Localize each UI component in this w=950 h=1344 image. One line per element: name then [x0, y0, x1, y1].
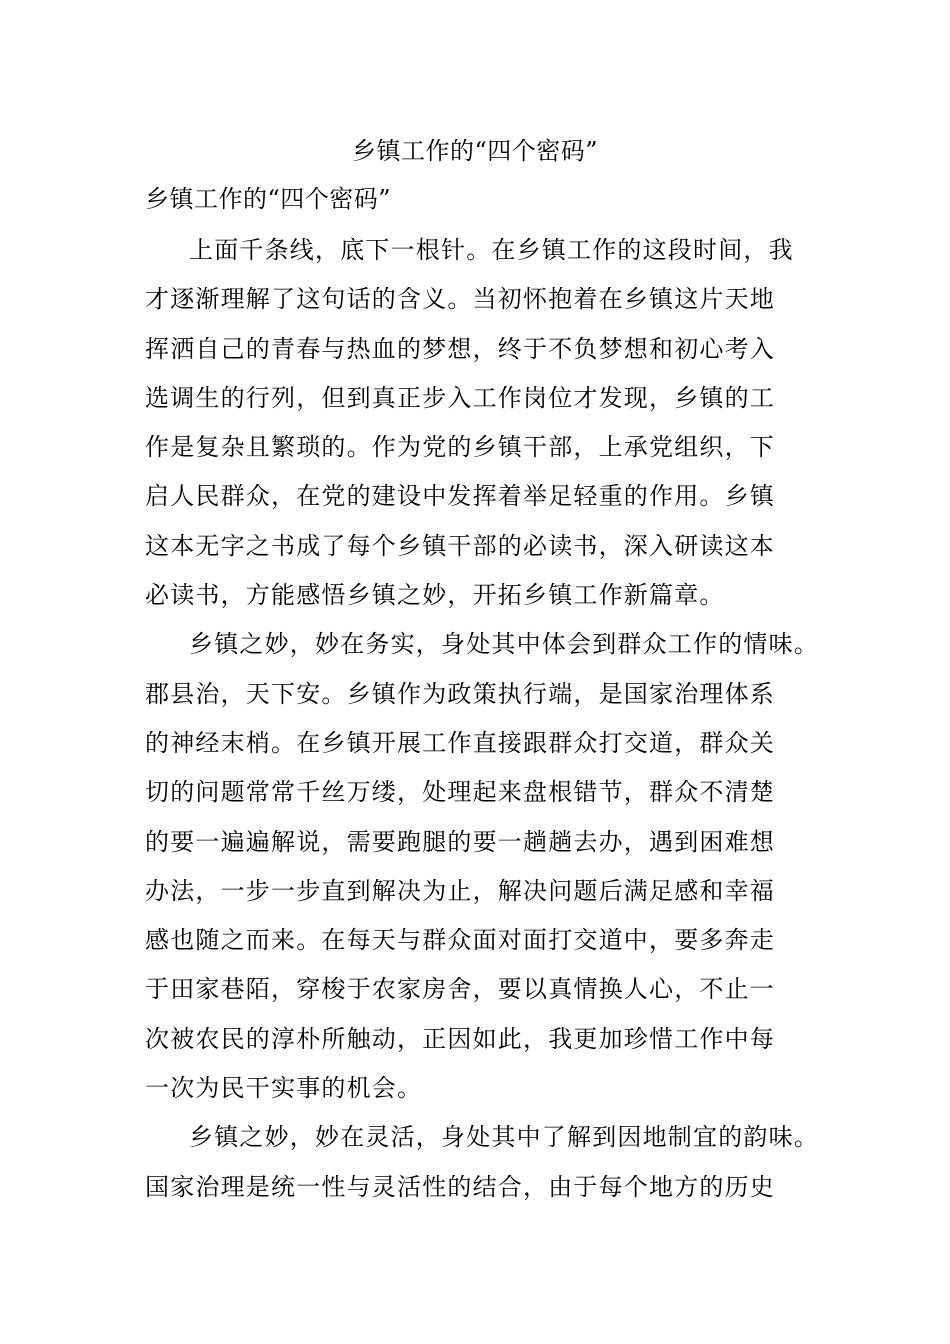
paragraph-line: 郡县治，天下安。乡镇作为政策执行端，是国家治理体系 [145, 679, 775, 708]
document-title: 乡镇工作的“四个密码” [351, 137, 599, 165]
paragraph-line: 这本无字之书成了每个乡镇干部的必读书，深入研读这本 [145, 531, 775, 560]
paragraph-line: 乡镇之妙，妙在务实，身处其中体会到群众工作的情味。 [189, 630, 819, 659]
paragraph-line: 才逐渐理解了这句话的含义。当初怀抱着在乡镇这片天地 [145, 285, 775, 314]
paragraph-line: 的神经末梢。在乡镇开展工作直接跟群众打交道，群众关 [145, 728, 775, 757]
document-body [145, 230, 845, 1216]
document-subtitle: 乡镇工作的“四个密码” [145, 185, 392, 213]
paragraph-line: 感也随之而来。在每天与群众面对面打交道中，要多奔走 [145, 926, 775, 955]
paragraph-line: 的要一遍遍解说，需要跑腿的要一趟趟去办，遇到困难想 [145, 827, 775, 856]
paragraph-line: 作是复杂且繁琐的。作为党的乡镇干部，上承党组织，下 [145, 433, 775, 462]
paragraph-line: 选调生的行列，但到真正步入工作岗位才发现，乡镇的工 [145, 383, 775, 412]
paragraph-line: 一次为民干实事的机会。 [145, 1074, 423, 1103]
paragraph-line: 办法，一步一步直到解决为止，解决问题后满足感和幸福 [145, 876, 775, 905]
paragraph-line: 挥洒自己的青春与热血的梦想，终于不负梦想和初心考入 [145, 334, 775, 363]
paragraph-line: 于田家巷陌，穿梭于农家房舍，要以真情换人心，不止一 [145, 975, 775, 1004]
paragraph-line: 乡镇之妙，妙在灵活，身处其中了解到因地制宜的韵味。 [189, 1123, 819, 1152]
paragraph-line: 次被农民的淳朴所触动，正因如此，我更加珍惜工作中每 [145, 1024, 775, 1053]
paragraph-line: 上面千条线，底下一根针。在乡镇工作的这段时间，我 [189, 236, 794, 264]
paragraph-line: 切的问题常常千丝万缕，处理起来盘根错节，群众不清楚 [145, 778, 775, 807]
paragraph-line: 必读书，方能感悟乡镇之妙，开拓乡镇工作新篇章。 [145, 581, 725, 610]
paragraph-line: 启人民群众，在党的建设中发挥着举足轻重的作用。乡镇 [145, 482, 775, 511]
paragraph-line: 国家治理是统一性与灵活性的结合，由于每个地方的历史 [145, 1172, 775, 1201]
